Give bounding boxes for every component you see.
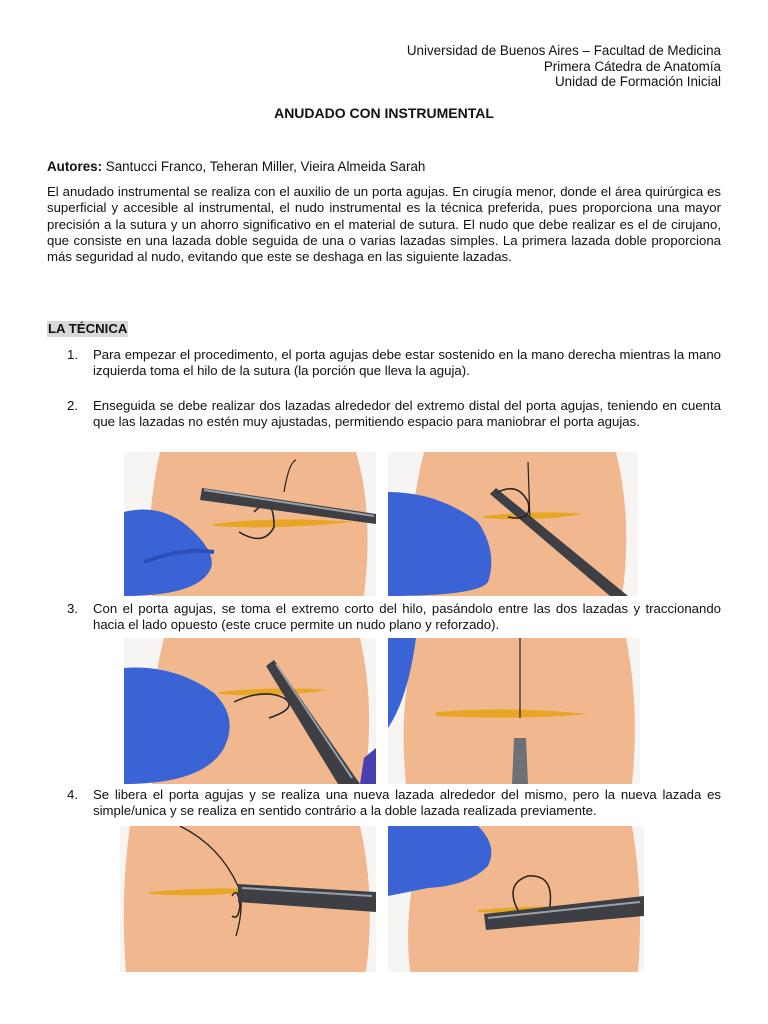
header-university: Universidad de Buenos Aires – Facultad de Medicina bbox=[406, 43, 721, 58]
step-number: 1. bbox=[67, 347, 78, 362]
header-unit: Unidad de Formación Inicial bbox=[555, 74, 721, 90]
step-text: Enseguida se debe realizar dos lazadas alrededor del extremo distal del porta agujas, teniendo en cuenta que las lazadas no estén muy ajustadas, permitiendo espacio para maniobrar el porta agujas. bbox=[93, 398, 721, 430]
photo-step3-right bbox=[388, 638, 640, 784]
authors-names: Santucci Franco, Teheran Miller, Vieira Almeida Sarah bbox=[102, 159, 426, 174]
institution-header bbox=[407, 43, 721, 90]
section-title-technique: LA TÉCNICA bbox=[48, 321, 128, 336]
photo-step2-right bbox=[388, 452, 638, 596]
step-1 bbox=[67, 347, 721, 380]
photo-step2-left bbox=[124, 452, 376, 596]
document-title: ANUDADO CON INSTRUMENTAL bbox=[274, 105, 494, 121]
step-text: Se libera el porta agujas y se realiza una nueva lazada alrededor del mismo, pero la nueva lazada es simple/unica y se realiza en sentido contrário a la doble lazada realizada previamente. bbox=[93, 787, 721, 819]
step-2 bbox=[67, 398, 721, 431]
authors-line bbox=[47, 159, 425, 174]
step-number: 4. bbox=[67, 787, 78, 802]
photo-step3-left bbox=[124, 638, 376, 784]
step-text: Para empezar el procedimento, el porta agujas debe estar sostenido en la mano derecha mientras la mano izquierda toma el hilo de la sutura (la porción que lleva la aguja). bbox=[93, 347, 721, 379]
step-number: 2. bbox=[67, 398, 78, 413]
step-text: Con el porta agujas, se toma el extremo corto del hilo, pasándolo entre las dos lazadas y traccionando hacia el lado opuesto (este cruce permite un nudo plano y reforzado). bbox=[93, 601, 721, 633]
authors-label: Autores: bbox=[47, 159, 103, 174]
step-4 bbox=[67, 787, 721, 820]
header-chair: Primera Cátedra de Anatomía bbox=[543, 58, 721, 74]
step-number: 3. bbox=[67, 601, 78, 616]
photo-step4-right bbox=[388, 826, 644, 972]
step-3 bbox=[67, 601, 721, 634]
photo-step4-left bbox=[120, 826, 376, 972]
intro-paragraph: El anudado instrumental se realiza con el auxilio de un porta agujas. En cirugía menor, donde el área quirúrgica es superficial y accesible al instrumental, el nudo instrumental es la técnica preferida, pues proporciona una mayor precisión a la sutura y un ahorro significativo en el material de sutura. El nudo que debe realizar es el de cirujano, que consiste en una lazada doble seguida de una o varias lazadas simples. La primera lazada doble proporciona más seguridad al nudo, evitando que este se deshaga en las siguiente lazadas. bbox=[47, 184, 721, 265]
